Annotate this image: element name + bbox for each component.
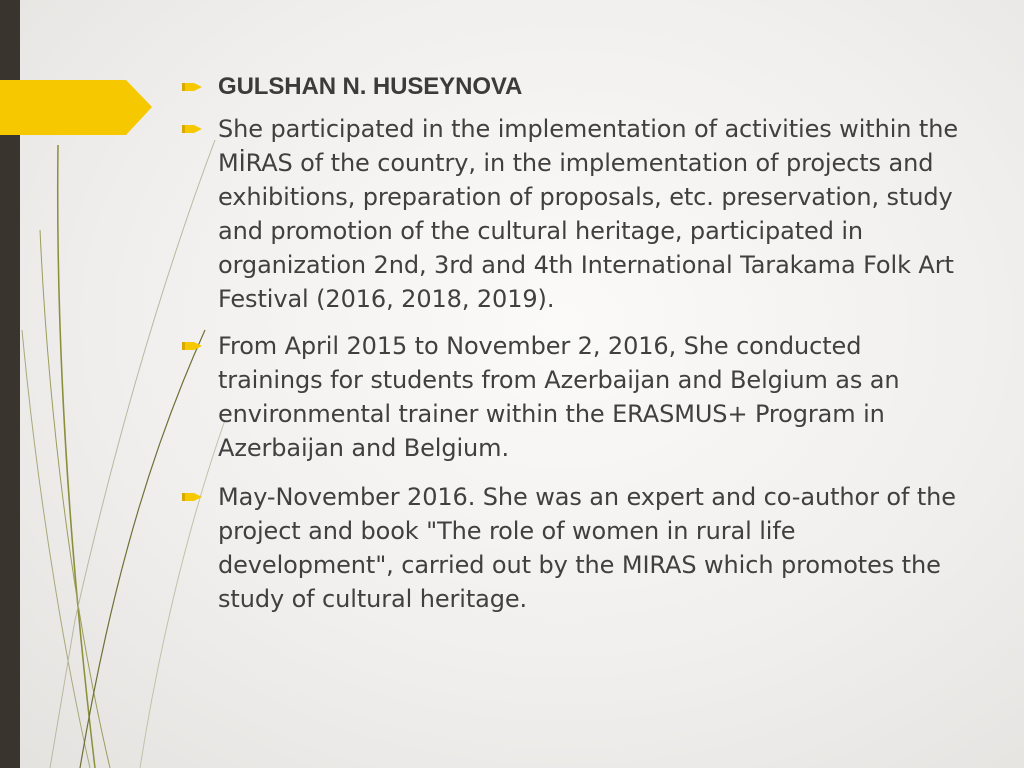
pencil-bullet-icon [182, 80, 202, 94]
bullet-item [180, 112, 970, 316]
bullet-item [180, 70, 970, 104]
slide-content [180, 70, 970, 616]
bullet-text: May-November 2016. She was an expert and co-author of the project and book "The role of women in rural life development", carried out by the MIRAS which promotes the study of cultural heritage. [218, 483, 956, 613]
accent-arrow-tab [0, 80, 152, 135]
bullet-text: She participated in the implementation of activities within the MİRAS of the country, in the implementation of projects and exhibitions, preparation of proposals, etc. preservation, study and promotion of the cultural heritage, participated in organization 2nd, 3rd and 4th International Tarakama Folk Art Festival (2016, 2018, 2019). [218, 115, 958, 313]
pencil-bullet-icon [182, 122, 202, 136]
pencil-bullet-icon [182, 490, 202, 504]
bullet-item [180, 329, 970, 465]
bullet-item [180, 480, 970, 616]
bullet-text: From April 2015 to November 2, 2016, She conducted trainings for students from Azerbaijan and Belgium as an environmental trainer within the ERASMUS+ Program in Azerbaijan and Belgium. [218, 332, 900, 462]
bullet-text: GULSHAN N. HUSEYNOVA [218, 73, 523, 100]
pencil-bullet-icon [182, 339, 202, 353]
